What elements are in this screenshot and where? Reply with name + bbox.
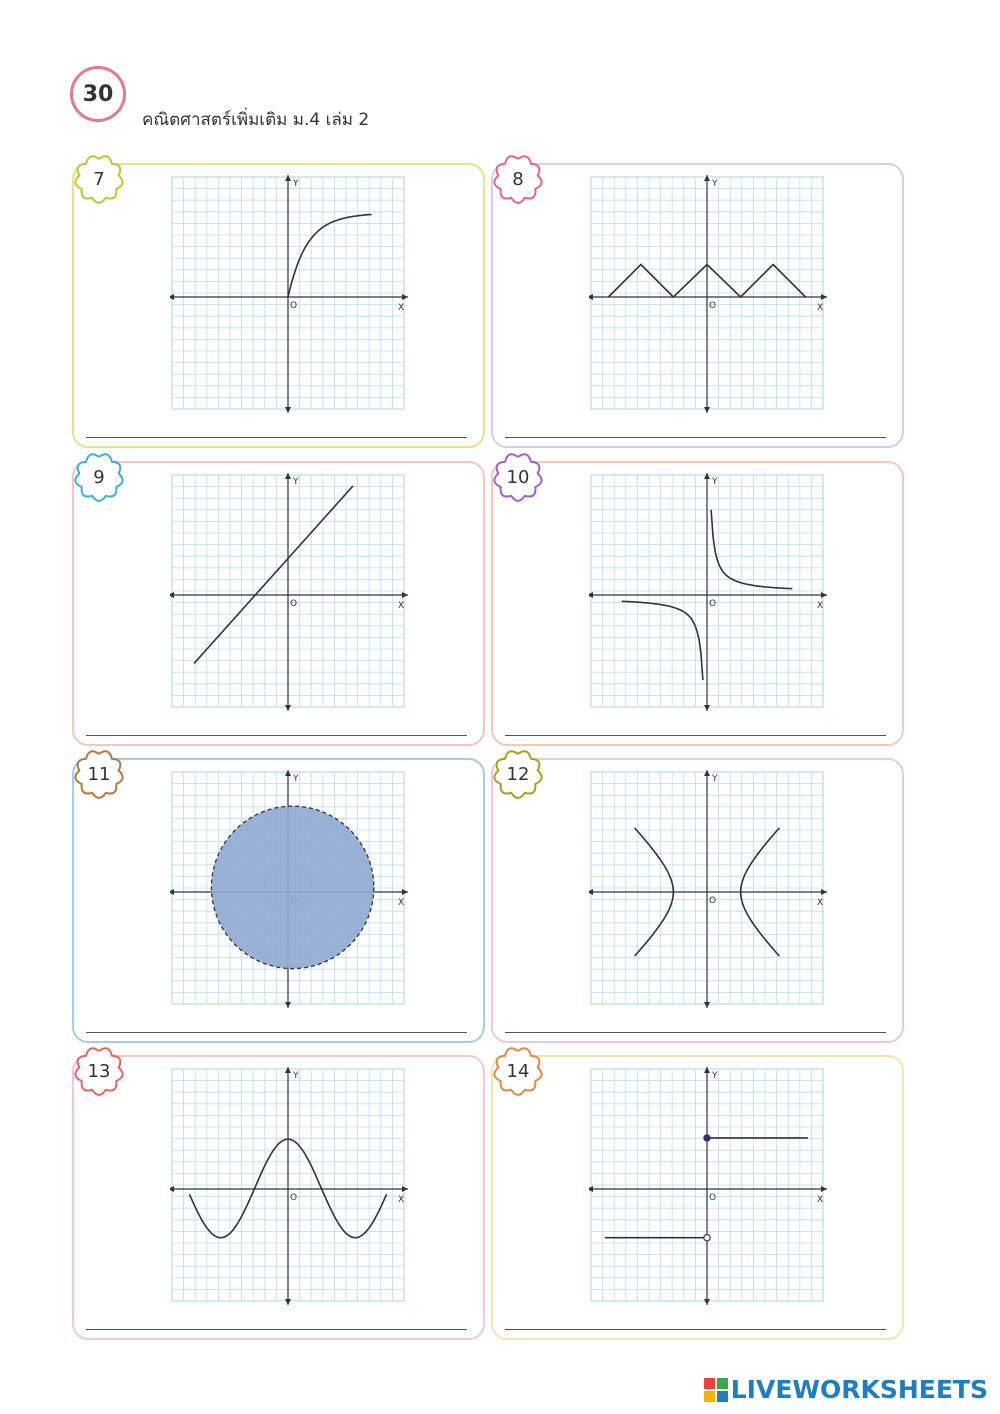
origin-label: O	[709, 896, 717, 906]
page-number: 30	[82, 81, 114, 107]
origin-label: O	[709, 599, 717, 609]
x-axis-label: X	[398, 303, 405, 313]
y-axis-label: Y	[293, 1071, 299, 1081]
problem-card-11	[72, 758, 485, 1043]
problem-number-flower	[490, 748, 550, 804]
x-axis-arrow	[821, 889, 827, 895]
y-axis-label: Y	[293, 179, 299, 189]
graph-horizontal-hyperbola	[589, 768, 829, 1008]
problem-card-12	[491, 758, 904, 1043]
y-axis-arrow	[704, 705, 710, 711]
x-axis-label: X	[398, 1195, 405, 1205]
x-axis-label: X	[817, 601, 824, 611]
origin-label: O	[290, 1193, 298, 1203]
graph-sqrt-curve	[170, 173, 410, 413]
problem-number-flower	[490, 153, 550, 209]
x-axis-label: X	[398, 601, 405, 611]
y-axis-arrow	[704, 1002, 710, 1008]
answer-line[interactable]	[505, 437, 886, 438]
book-title: คณิตศาสตร์เพิ่มเติม ม.4 เล่ม 2	[142, 110, 370, 130]
answer-line[interactable]	[86, 1032, 467, 1033]
x-axis-arrow	[402, 1186, 408, 1192]
problem-number: 14	[506, 1060, 530, 1082]
open-point	[704, 1235, 710, 1241]
graph-wave	[170, 1065, 410, 1305]
x-axis-label: X	[817, 303, 824, 313]
answer-line[interactable]	[86, 437, 467, 438]
problem-card-14	[491, 1055, 904, 1340]
x-axis-arrow	[402, 592, 408, 598]
x-axis-arrow	[821, 294, 827, 300]
y-axis-label: Y	[712, 179, 718, 189]
problem-number: 12	[506, 763, 530, 785]
liveworksheets-logo	[704, 1375, 988, 1404]
problem-card-7	[72, 163, 485, 448]
answer-line[interactable]	[505, 1329, 886, 1330]
x-axis-label: X	[817, 1195, 824, 1205]
problem-card-13	[72, 1055, 485, 1340]
x-axis-label: X	[398, 898, 405, 908]
problem-number-flower	[490, 1045, 550, 1101]
graph-shaded-circle	[170, 768, 410, 1008]
origin-label: O	[709, 1193, 717, 1203]
problem-card-9	[72, 461, 485, 746]
y-axis-arrow	[285, 407, 291, 413]
y-axis-arrow	[704, 407, 710, 413]
y-axis-label: Y	[293, 477, 299, 487]
graph-zigzag	[589, 173, 829, 413]
y-axis-label: Y	[712, 477, 718, 487]
x-axis-arrow	[821, 1186, 827, 1192]
y-axis-arrow	[285, 705, 291, 711]
liveworksheets-logo-icon	[704, 1378, 728, 1402]
problem-number-flower	[71, 1045, 131, 1101]
y-axis-label: Y	[712, 774, 718, 784]
problem-number: 13	[87, 1060, 111, 1082]
problem-number-flower	[71, 451, 131, 507]
origin-label: O	[709, 301, 717, 311]
problem-number-flower	[71, 153, 131, 209]
y-axis-arrow	[285, 1299, 291, 1305]
x-axis-arrow	[821, 592, 827, 598]
answer-line[interactable]	[86, 1329, 467, 1330]
problem-number: 10	[506, 466, 530, 488]
y-axis-arrow	[285, 1002, 291, 1008]
problem-number: 11	[87, 763, 111, 785]
problem-number: 8	[512, 168, 524, 190]
y-axis-arrow	[704, 1299, 710, 1305]
x-axis-arrow	[402, 294, 408, 300]
closed-point	[704, 1135, 710, 1141]
problem-number: 7	[93, 168, 105, 190]
problem-number-flower	[71, 748, 131, 804]
problem-card-10	[491, 461, 904, 746]
origin-label: O	[290, 599, 298, 609]
problem-card-8	[491, 163, 904, 448]
answer-line[interactable]	[505, 735, 886, 736]
answer-line[interactable]	[86, 735, 467, 736]
y-axis-label: Y	[293, 774, 299, 784]
origin-label: O	[290, 301, 298, 311]
problem-number: 9	[93, 466, 105, 488]
x-axis-label: X	[817, 898, 824, 908]
y-axis-label: Y	[712, 1071, 718, 1081]
shaded-circle	[211, 806, 373, 968]
liveworksheets-logo-text: LIVEWORKSHEETS	[730, 1375, 988, 1404]
graph-hyperbola-reciprocal	[589, 471, 829, 711]
graph-step-function	[589, 1065, 829, 1305]
x-axis-arrow	[402, 889, 408, 895]
graph-straight-line	[170, 471, 410, 711]
answer-line[interactable]	[505, 1032, 886, 1033]
problem-number-flower	[490, 451, 550, 507]
page-number-badge	[70, 66, 126, 122]
